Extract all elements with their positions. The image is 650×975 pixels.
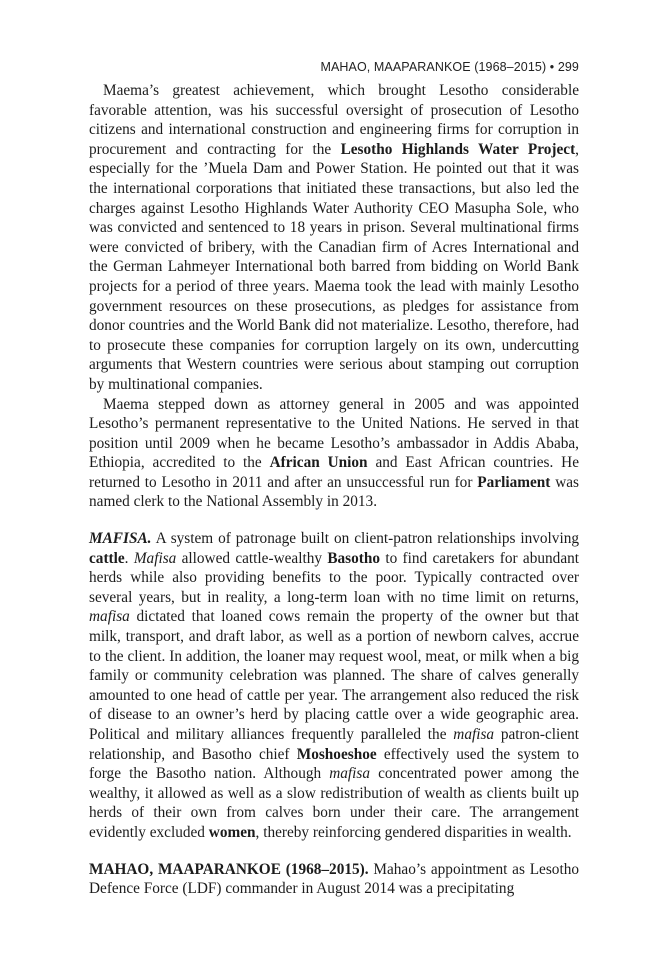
- entry-mafisa: [89, 529, 579, 843]
- cross-reference-term: MAHAO, MAAPARANKOE (1968–2015).: [89, 860, 369, 878]
- text-run: allowed cattle-wealthy: [176, 549, 328, 567]
- cross-reference-term: women: [208, 823, 256, 841]
- text-run: and East African countries. He returned to Lesotho in 2011 and after an unsuccessful run for: [89, 454, 579, 491]
- text-run: to find caretakers for abundant herds while also providing benefits to the poor. Typically contracted over several years, but in reality, a long-term loan with no time limit on returns,: [89, 549, 580, 606]
- text-run: Maema stepped down as attorney general in 2005 and was appointed Lesotho’s permanent representative to the United Nations. He served in that position until 2009 when he became Lesotho’s ambassador in Addis Ababa, Ethiopia, accredited to the: [89, 395, 579, 472]
- text-run: dictated that loaned cows remain the property of the owner but that milk, transport, and draft labor, as well as a portion of newborn calves, accrue to the client. In addition, the loaner may request wool, meat, or milk when a big family or community celebration was planned. The share of calves generally amounted to one head of cattle per year. The arrangement also reduced the risk of disease to an owner’s herd by placing cattle over a wide geographic area. Political and military alliances frequently paralleled the: [89, 608, 579, 743]
- text-run: A system of patronage built on client-patron relationships involving: [151, 530, 579, 548]
- text-run: effectively used the system to forge the Basotho nation. Although: [89, 745, 580, 783]
- cross-reference-term: Basotho: [327, 549, 381, 567]
- cross-reference-term: Lesotho Highlands Water Project: [340, 140, 576, 158]
- entry-headword: MAFISA.: [89, 530, 152, 548]
- cross-reference-term: African Union: [269, 454, 368, 472]
- italic-term: mafisa: [329, 765, 371, 783]
- entry-mahao-maaparankoe: [89, 860, 579, 899]
- text-run: .: [124, 549, 134, 567]
- text-run: concentrated power among the wealthy, it allowed as well as a slow redistribution of wealth as clients built up herds of their own from calves born under their care. The arrangement evidently excluded: [89, 765, 580, 841]
- running-header: MAHAO, MAAPARANKOE (1968–2015) • 299: [320, 60, 579, 74]
- italic-term: Mafisa: [133, 549, 177, 567]
- cross-reference-term: Parliament: [477, 473, 551, 491]
- text-run: , thereby reinforcing gendered disparities in wealth.: [255, 823, 572, 841]
- text-run: patron-client relationship, and Basotho chief: [89, 726, 579, 763]
- text-run: Maema’s greatest achievement, which brought Lesotho considerable favorable attention, was his successful oversight of prosecution of Lesotho citizens and international construction and engineering firms for corruption in procurement and contracting for the: [89, 82, 579, 158]
- text-run: , especially for the ’Muela Dam and Power Station. He pointed out that it was the international corporations that initiated these transactions, but also led the charges against Lesotho Highlands Water Authority CEO Masupha Sole, who was convicted and sentenced to 18 years in prison. Several multinational firms were convicted of bribery, with the Canadian firm of Acres International and the German Lahmeyer International both barred from bidding on World Bank projects for a period of three years. Maema took the lead with mainly Lesotho government resources on these prosecutions, as pledges for assistance from donor countries and the World Bank did not materialize. Lesotho, therefore, had to prosecute these companies for corruption largely on its own, undercutting arguments that Western countries were serious about stamping out corruption by multinational companies.: [89, 140, 579, 393]
- paragraph-maema-achievement: [89, 81, 579, 395]
- page-body: [89, 81, 579, 899]
- italic-term: mafisa: [89, 608, 130, 626]
- italic-term: mafisa: [453, 726, 495, 743]
- book-page: [89, 60, 579, 899]
- text-run: Mahao’s appointment as Lesotho Defence Force (LDF) commander in August 2014 was a precipitating: [89, 860, 579, 898]
- paragraph-maema-career: [89, 395, 579, 513]
- cross-reference-term: Moshoeshoe: [296, 745, 377, 763]
- cross-reference-term: cattle: [89, 549, 125, 567]
- text-run: was named clerk to the National Assembly in 2013.: [89, 473, 579, 511]
